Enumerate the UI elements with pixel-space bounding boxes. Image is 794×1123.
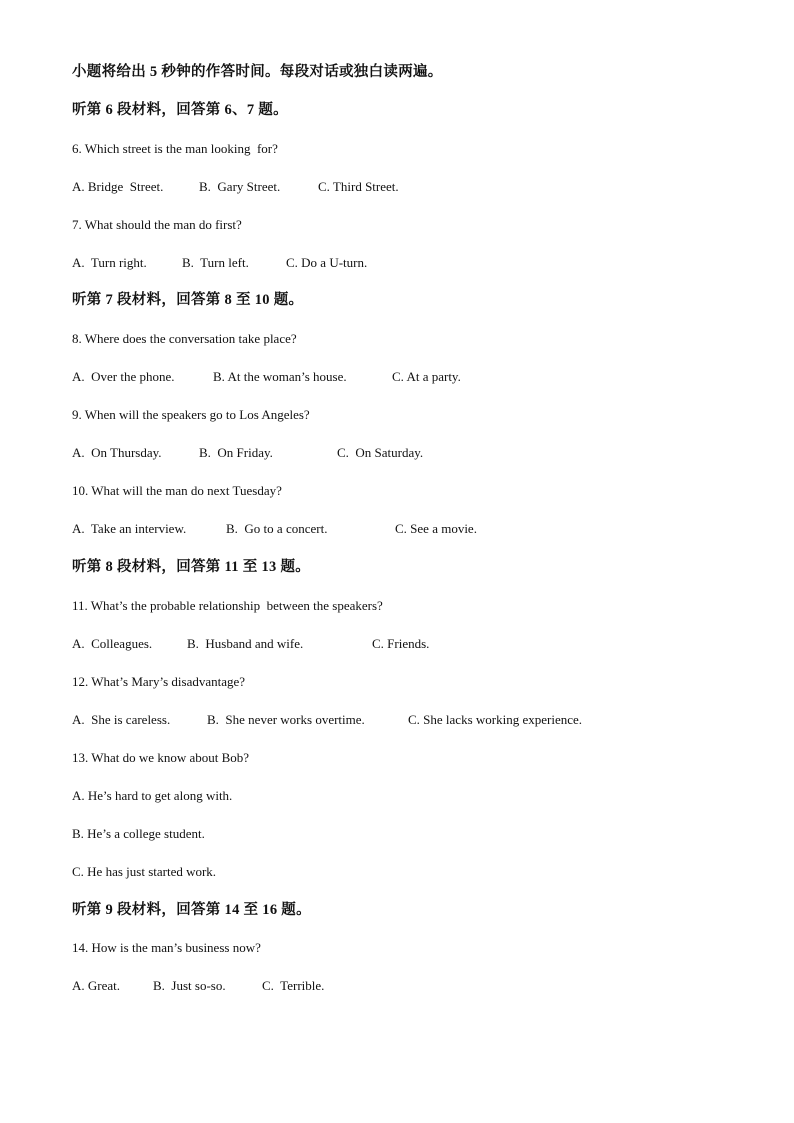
section-heading-9: 听第 9 段材料，回答第 14 至 16 题。 bbox=[72, 902, 311, 918]
question-11: 11. What’s the probable relationship between the speakers? bbox=[72, 598, 383, 613]
option-6a: A. Bridge Street. bbox=[72, 179, 164, 194]
question-8: 8. Where does the conversation take place? bbox=[72, 331, 297, 346]
option-12b: B. She never works overtime. bbox=[207, 712, 365, 727]
options-7 bbox=[72, 253, 672, 273]
option-13b: B. He’s a college student. bbox=[72, 826, 205, 841]
question-12: 12. What’s Mary’s disadvantage? bbox=[72, 674, 246, 689]
option-6b: B. Gary Street. bbox=[199, 179, 281, 194]
options-14 bbox=[72, 976, 672, 996]
option-8b: B. At the woman’s house. bbox=[213, 369, 347, 384]
option-14a: A. Great. bbox=[72, 978, 121, 993]
option-12a: A. She is careless. bbox=[72, 712, 171, 727]
option-7c: C. Do a U-turn. bbox=[286, 255, 368, 270]
section-heading-8: 听第 8 段材料，回答第 11 至 13 题。 bbox=[72, 559, 311, 575]
option-11a: A. Colleagues. bbox=[72, 636, 153, 651]
option-9a: A. On Thursday. bbox=[72, 445, 162, 460]
section-heading-6: 听第 6 段材料，回答第 6、7 题。 bbox=[72, 102, 288, 118]
option-13a: A. He’s hard to get along with. bbox=[72, 788, 233, 803]
section-heading-7: 听第 7 段材料，回答第 8 至 10 题。 bbox=[72, 292, 304, 308]
options-12 bbox=[72, 710, 712, 730]
question-6: 6. Which street is the man looking for? bbox=[72, 141, 278, 156]
options-11 bbox=[72, 634, 672, 654]
question-10: 10. What will the man do next Tuesday? bbox=[72, 483, 282, 498]
options-9 bbox=[72, 443, 672, 463]
options-8 bbox=[72, 367, 672, 387]
option-12c: C. She lacks working experience. bbox=[408, 712, 583, 727]
option-9c: C. On Saturday. bbox=[337, 445, 424, 460]
option-9b: B. On Friday. bbox=[199, 445, 273, 460]
question-9: 9. When will the speakers go to Los Angeles? bbox=[72, 407, 310, 422]
option-14b: B. Just so-so. bbox=[153, 978, 226, 993]
option-14c: C. Terrible. bbox=[262, 978, 325, 993]
option-10c: C. See a movie. bbox=[395, 521, 477, 536]
option-10b: B. Go to a concert. bbox=[226, 521, 328, 536]
intro-instruction: 小题将给出 5 秒钟的作答时间。每段对话或独白读两遍。 bbox=[72, 64, 443, 80]
options-6 bbox=[72, 177, 672, 197]
question-7: 7. What should the man do first? bbox=[72, 217, 242, 232]
question-13: 13. What do we know about Bob? bbox=[72, 750, 250, 765]
option-8a: A. Over the phone. bbox=[72, 369, 175, 384]
option-7b: B. Turn left. bbox=[182, 255, 249, 270]
option-11c: C. Friends. bbox=[372, 636, 430, 651]
option-10a: A. Take an interview. bbox=[72, 521, 187, 536]
options-10 bbox=[72, 519, 672, 539]
option-8c: C. At a party. bbox=[392, 369, 461, 384]
option-6c: C. Third Street. bbox=[318, 179, 399, 194]
option-7a: A. Turn right. bbox=[72, 255, 147, 270]
option-11b: B. Husband and wife. bbox=[187, 636, 304, 651]
option-13c: C. He has just started work. bbox=[72, 864, 217, 879]
question-14: 14. How is the man’s business now? bbox=[72, 940, 261, 955]
